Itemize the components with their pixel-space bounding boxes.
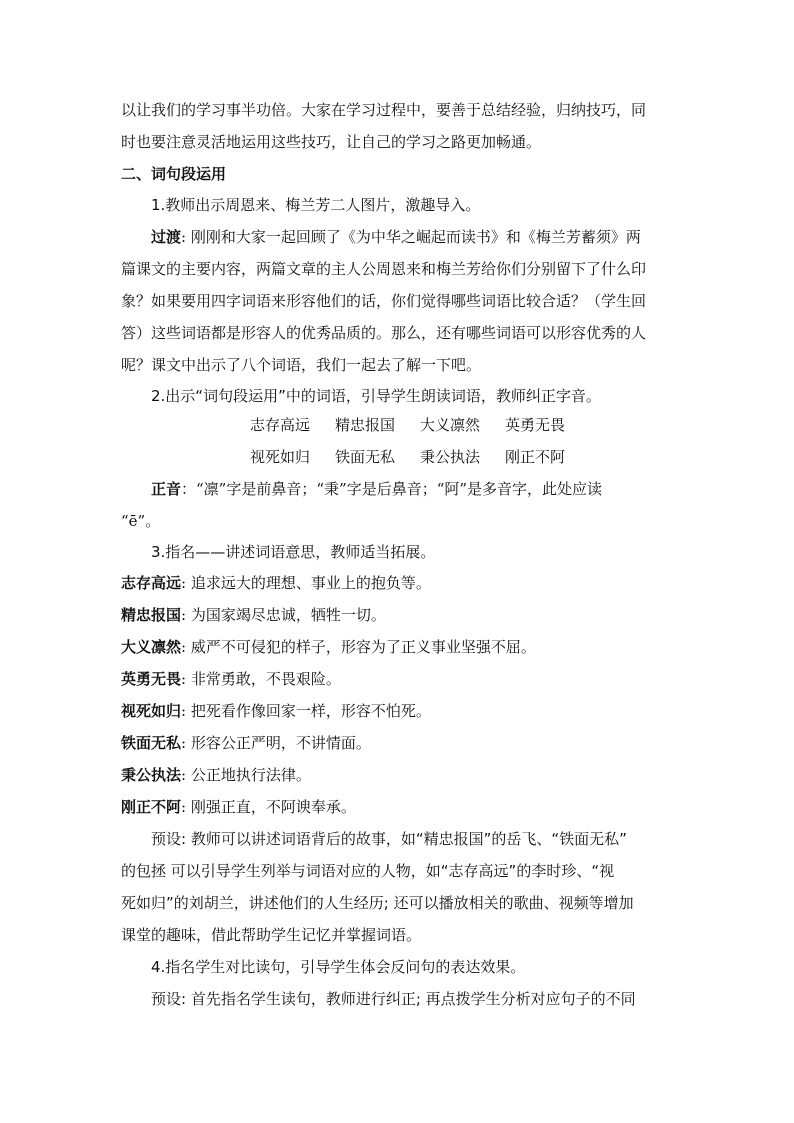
definition-item xyxy=(121,764,311,786)
pronunciation-text: ：“凛”字是前鼻音；“秉”字是后鼻音；“阿”是多音字，此处应读 xyxy=(181,480,603,498)
definition-term: 秉公执法 xyxy=(121,766,182,784)
transition-line: 呢？课文中出示了八个词语，我们一起去了解一下吧。 xyxy=(121,356,482,374)
preset-text: : 教师可以讲述词语背后的故事，如“精忠报国”的岳飞、“铁面无私” xyxy=(181,830,627,848)
preset-line: 课堂的趣味，借此帮助学生记忆并掌握词语。 xyxy=(121,926,422,944)
preset-line xyxy=(151,988,636,1010)
transition-label: 过渡 xyxy=(151,228,182,246)
paragraph-line: 时也要注意灵活地运用这些技巧，让自己的学习之路更加畅通。 xyxy=(121,133,542,151)
word-item: 刚正不阿 xyxy=(505,448,566,466)
definition-text: : 非常勇敢，不畏艰险。 xyxy=(181,670,341,688)
definition-term: 大义凛然 xyxy=(121,638,182,656)
step-4: 4.指名学生对比读句，引导学生体会反问句的表达效果。 xyxy=(151,958,526,976)
preset-text: : 首先指名学生读句，教师进行纠正; 再点拨学生分析对应句子的不同 xyxy=(181,990,636,1008)
definition-term: 志存高远 xyxy=(121,574,182,592)
transition-text: : 刚刚和大家一起回顾了《为中华之崛起而读书》和《梅兰芳蓄须》两 xyxy=(181,228,641,246)
preset-label: 预设 xyxy=(151,830,182,848)
word-item: 精忠报国 xyxy=(335,416,396,434)
word-item: 秉公执法 xyxy=(420,448,481,466)
definition-item xyxy=(121,732,371,754)
transition-line: 答）这些词语都是形容人的优秀品质的。那么，还有哪些词语可以形容优秀的人 xyxy=(121,324,647,342)
definition-text: : 把死看作像回家一样，形容不怕死。 xyxy=(181,702,431,720)
transition-line xyxy=(151,226,641,248)
definition-item xyxy=(121,700,431,722)
word-item: 英勇无畏 xyxy=(505,416,566,434)
definition-term: 铁面无私 xyxy=(121,734,182,752)
pronunciation-line: “ē”。 xyxy=(121,512,161,530)
definition-item xyxy=(121,796,356,818)
transition-line: 篇课文的主要内容，两篇文章的主人公周恩来和梅兰芳给你们分别留下了什么印 xyxy=(121,260,647,278)
transition-line: 象？如果要用四字词语来形容他们的话，你们觉得哪些词语比较合适？（学生回 xyxy=(121,292,647,310)
preset-line: 死如归”的刘胡兰，讲述他们的人生经历; 还可以播放相关的歌曲、视频等增加 xyxy=(121,894,634,912)
definition-text: : 威严不可侵犯的样子，形容为了正义事业坚强不屈。 xyxy=(181,638,536,656)
definition-term: 刚正不阿 xyxy=(121,798,182,816)
section-heading: 二、词句段运用 xyxy=(121,165,227,183)
definition-text: : 刚强正直，不阿谀奉承。 xyxy=(181,798,356,816)
definition-text: : 为国家竭尽忠诚，牺牲一切。 xyxy=(181,606,386,624)
definition-item xyxy=(121,604,386,626)
word-row xyxy=(250,414,590,436)
definition-term: 精忠报国 xyxy=(121,606,182,624)
step-1: 1.教师出示周恩来、梅兰芳二人图片，激趣导入。 xyxy=(151,196,481,214)
definition-text: : 形容公正严明，不讲情面。 xyxy=(181,734,371,752)
definition-item xyxy=(121,636,536,658)
pronunciation-label: 正音 xyxy=(151,480,182,498)
preset-line xyxy=(151,828,627,850)
definition-term: 英勇无畏 xyxy=(121,670,182,688)
definition-item xyxy=(121,572,431,594)
definition-term: 视死如归 xyxy=(121,702,182,720)
word-item: 志存高远 xyxy=(250,416,311,434)
definition-text: : 公正地执行法律。 xyxy=(181,766,311,784)
step-3: 3.指名——讲述词语意思，教师适当拓展。 xyxy=(151,543,436,561)
definition-text: : 追求远大的理想、事业上的抱负等。 xyxy=(181,574,431,592)
pronunciation-line xyxy=(151,478,602,500)
preset-label: 预设 xyxy=(151,990,182,1008)
definition-item xyxy=(121,668,341,690)
step-2: 2.出示“词句段运用”中的词语，引导学生朗读词语，教师纠正字音。 xyxy=(151,387,601,405)
preset-line: 的包拯 可以引导学生列举与词语对应的人物，如“志存高远”的李时珍、“视 xyxy=(121,862,615,880)
word-item: 大义凛然 xyxy=(420,416,481,434)
word-item: 视死如归 xyxy=(250,448,311,466)
word-item: 铁面无私 xyxy=(335,448,396,466)
word-row xyxy=(250,446,590,468)
paragraph-line: 以让我们的学习事半功倍。大家在学习过程中，要善于总结经验，归纳技巧，同 xyxy=(121,101,647,119)
